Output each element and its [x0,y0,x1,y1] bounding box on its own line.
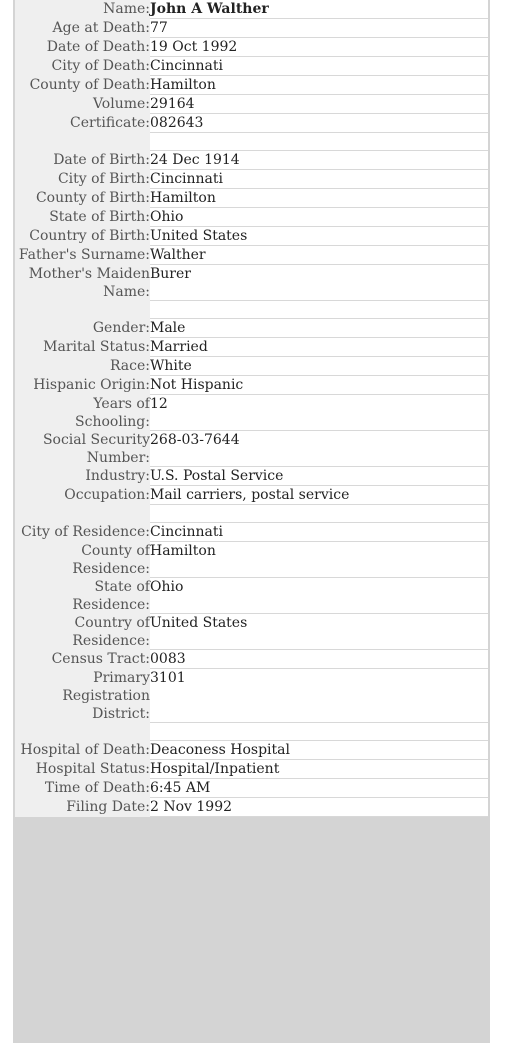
field-label-mother-s-maiden-name: Mother's Maiden Name: [15,265,150,301]
field-value-father-s-surname: Walther [150,246,488,265]
field-label-hospital-of-death: Hospital of Death: [15,741,150,760]
spacer-label-cell [15,505,150,523]
record-row-country-of-residence [15,614,488,650]
field-value-city-of-birth: Cincinnati [150,170,488,189]
field-value-county-of-death: Hamilton [150,76,488,95]
section-spacer [15,133,488,151]
field-label-gender: Gender: [15,319,150,338]
field-label-city-of-death: City of Death: [15,57,150,76]
field-label-volume: Volume: [15,95,150,114]
record-row-time-of-death [15,779,488,798]
field-label-county-of-birth: County of Birth: [15,189,150,208]
field-label-county-of-death: County of Death: [15,76,150,95]
field-value-time-of-death: 6:45 AM [150,779,488,798]
field-value-social-security-number: 268-03-7644 [150,431,488,467]
record-row-date-of-birth [15,151,488,170]
record-row-census-tract [15,650,488,669]
section-spacer [15,301,488,319]
field-value-mother-s-maiden-name: Burer [150,265,488,301]
field-value-occupation: Mail carriers, postal service [150,486,488,505]
record-row-date-of-death [15,38,488,57]
record-row-primary-registration-district [15,669,488,723]
field-value-race: White [150,357,488,376]
field-label-years-of-schooling: Years of Schooling: [15,395,150,431]
field-value-industry: U.S. Postal Service [150,467,488,486]
record-row-marital-status [15,338,488,357]
spacer-label-cell [15,723,150,741]
field-label-city-of-birth: City of Birth: [15,170,150,189]
section-spacer [15,505,488,523]
record-body [15,0,488,817]
record-row-county-of-residence [15,542,488,578]
record-row-county-of-birth [15,189,488,208]
record-row-occupation [15,486,488,505]
field-value-filing-date: 2 Nov 1992 [150,798,488,817]
record-row-hospital-status [15,760,488,779]
field-value-name: John A Walther [150,0,488,19]
field-value-certificate: 082643 [150,114,488,133]
field-label-occupation: Occupation: [15,486,150,505]
field-value-hispanic-origin: Not Hispanic [150,376,488,395]
field-label-primary-registration-district: Primary Registration District: [15,669,150,723]
spacer-value-cell [150,505,488,523]
field-label-race: Race: [15,357,150,376]
field-label-certificate: Certificate: [15,114,150,133]
field-value-city-of-residence: Cincinnati [150,523,488,542]
record-row-gender [15,319,488,338]
record-row-country-of-birth [15,227,488,246]
field-label-hispanic-origin: Hispanic Origin: [15,376,150,395]
record-row-state-of-residence [15,578,488,614]
field-value-county-of-residence: Hamilton [150,542,488,578]
field-value-gender: Male [150,319,488,338]
field-label-hospital-status: Hospital Status: [15,760,150,779]
record-row-hispanic-origin [15,376,488,395]
field-label-census-tract: Census Tract: [15,650,150,669]
death-record-table [15,0,488,817]
record-row-name [15,0,488,19]
field-label-marital-status: Marital Status: [15,338,150,357]
field-value-years-of-schooling: 12 [150,395,488,431]
field-value-census-tract: 0083 [150,650,488,669]
record-frame [13,0,490,1043]
field-value-marital-status: Married [150,338,488,357]
record-row-industry [15,467,488,486]
field-label-industry: Industry: [15,467,150,486]
field-value-volume: 29164 [150,95,488,114]
spacer-value-cell [150,301,488,319]
field-value-primary-registration-district: 3101 [150,669,488,723]
field-value-city-of-death: Cincinnati [150,57,488,76]
record-row-race [15,357,488,376]
field-label-social-security-number: Social Security Number: [15,431,150,467]
field-label-country-of-residence: Country of Residence: [15,614,150,650]
record-row-age-at-death [15,19,488,38]
field-value-age-at-death: 77 [150,19,488,38]
field-label-father-s-surname: Father's Surname: [15,246,150,265]
field-label-state-of-residence: State of Residence: [15,578,150,614]
field-label-time-of-death: Time of Death: [15,779,150,798]
spacer-value-cell [150,133,488,151]
field-label-date-of-birth: Date of Birth: [15,151,150,170]
field-value-state-of-residence: Ohio [150,578,488,614]
field-value-state-of-birth: Ohio [150,208,488,227]
record-row-city-of-residence [15,523,488,542]
field-label-country-of-birth: Country of Birth: [15,227,150,246]
field-label-age-at-death: Age at Death: [15,19,150,38]
field-label-city-of-residence: City of Residence: [15,523,150,542]
spacer-label-cell [15,133,150,151]
field-value-country-of-birth: United States [150,227,488,246]
record-row-social-security-number [15,431,488,467]
record-row-county-of-death [15,76,488,95]
record-row-city-of-death [15,57,488,76]
field-label-county-of-residence: County of Residence: [15,542,150,578]
field-value-country-of-residence: United States [150,614,488,650]
field-label-name: Name: [15,0,150,19]
field-label-state-of-birth: State of Birth: [15,208,150,227]
field-value-date-of-birth: 24 Dec 1914 [150,151,488,170]
field-label-filing-date: Filing Date: [15,798,150,817]
section-spacer [15,723,488,741]
spacer-value-cell [150,723,488,741]
field-value-hospital-status: Hospital/Inpatient [150,760,488,779]
record-row-years-of-schooling [15,395,488,431]
record-row-city-of-birth [15,170,488,189]
record-row-volume [15,95,488,114]
record-row-filing-date [15,798,488,817]
record-row-state-of-birth [15,208,488,227]
field-value-county-of-birth: Hamilton [150,189,488,208]
record-row-father-s-surname [15,246,488,265]
record-row-mother-s-maiden-name [15,265,488,301]
record-row-certificate [15,114,488,133]
field-label-date-of-death: Date of Death: [15,38,150,57]
field-value-hospital-of-death: Deaconess Hospital [150,741,488,760]
field-value-date-of-death: 19 Oct 1992 [150,38,488,57]
record-row-hospital-of-death [15,741,488,760]
spacer-label-cell [15,301,150,319]
